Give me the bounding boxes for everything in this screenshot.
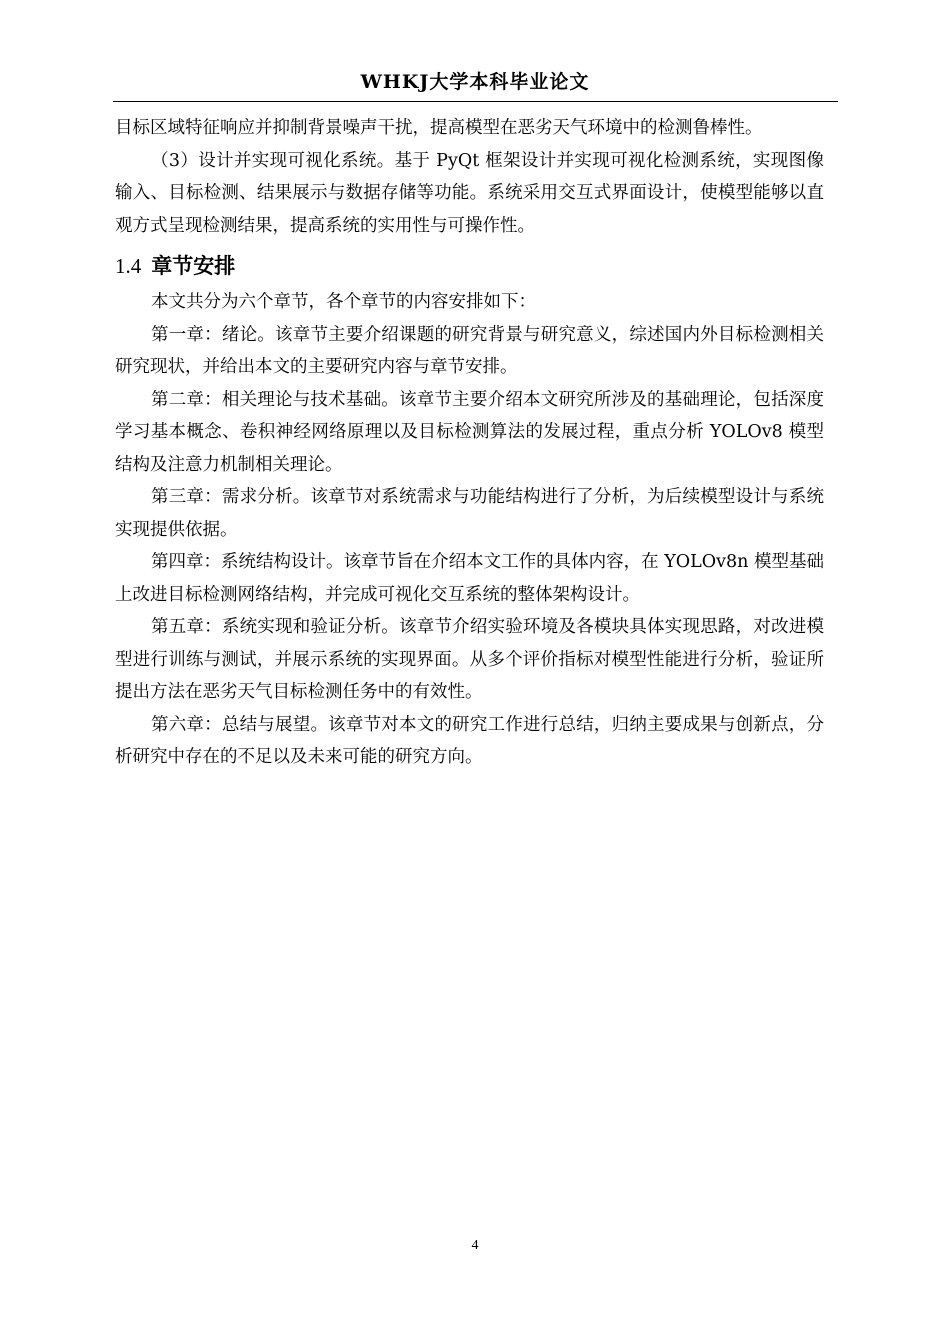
section-number: 1.4 (115, 254, 142, 278)
section-heading (115, 250, 824, 282)
body-paragraph: 目标区域特征响应并抑制背景噪声干扰，提高模型在恶劣天气环境中的检测鲁棒性。 (115, 118, 763, 138)
section-title: 章节安排 (151, 254, 236, 278)
chapter-summary-paragraph: 第四章：系统结构设计。该章节旨在介绍本文工作的具体内容，在 YOLOv8n 模型基础上改进目标检测网络结构，并完成可视化交互系统的整体架构设计。 (115, 552, 824, 605)
chapter-summary-paragraph: 第二章：相关理论与技术基础。该章节主要介绍本文研究所涉及的基础理论，包括深度学习基本概念、卷积神经网络原理以及目标检测算法的发展过程，重点分析 YOLOv8 模型结构及注意力机制相关理论。 (115, 389, 824, 475)
chapter-summary-paragraph: 第三章：需求分析。该章节对系统需求与功能结构进行了分析，为后续模型设计与系统实现提供依据。 (115, 487, 824, 540)
chapter-summary-paragraph: 第五章：系统实现和验证分析。该章节介绍实验环境及各模块具体实现思路，对改进模型进行训练与测试，并展示系统的实现界面。从多个评价指标对模型性能进行分析，验证所提出方法在恶劣天气目标检测任务中的有效性。 (115, 617, 824, 702)
chapter-summary-paragraph: 第六章：总结与展望。该章节对本文的研究工作进行总结，归纳主要成果与创新点，分析研究中存在的不足以及未来可能的研究方向。 (115, 714, 824, 767)
header-divider (113, 101, 838, 102)
page-number: 4 (471, 1238, 479, 1253)
page-body (115, 112, 824, 774)
body-paragraph: （3）设计并实现可视化系统。基于 PyQt 框架设计并实现可视化检测系统，实现图像输入、目标检测、结果展示与数据存储等功能。系统采用交互式界面设计，使模型能够以直观方式呈现检测结果，提高系统的实用性与可操作性。 (115, 150, 824, 236)
body-paragraph: 本文共分为六个章节，各个章节的内容安排如下： (151, 292, 536, 312)
chapter-summary-paragraph: 第一章：绪论。该章节主要介绍课题的研究背景与研究意义，综述国内外目标检测相关研究现状，并给出本文的主要研究内容与章节安排。 (115, 324, 824, 377)
running-header: WHKJ大学本科毕业论文 (360, 71, 590, 93)
